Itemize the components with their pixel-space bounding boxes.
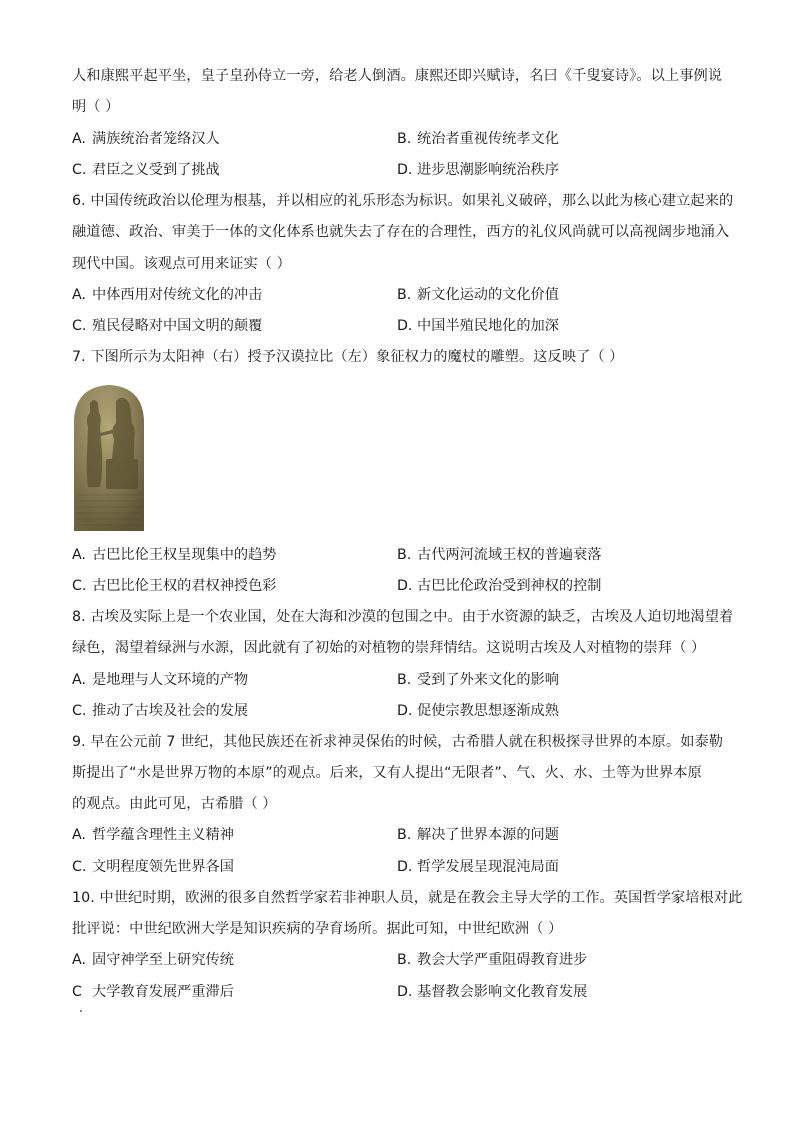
q8-option-c[interactable]: C. 推动了古埃及社会的发展 [72,703,249,719]
q6-option-a[interactable]: A. 中体西用对传统文化的冲击 [72,287,263,303]
intro-line-1: 人和康熙平起平坐，皇子皇孙侍立一旁，给老人倒酒。康熙还即兴赋诗，名曰《千叟宴诗》。以上事例说 [72,68,723,84]
q10-option-b[interactable]: B. 教会大学严重阻碍教育进步 [397,952,588,968]
q5-option-a[interactable]: A. 满族统治者笼络汉人 [72,131,220,147]
q7-option-b[interactable]: B. 古代两河流域王权的普遍衰落 [397,547,602,563]
q7-option-a[interactable]: A. 古巴比伦王权呈现集中的趋势 [72,547,277,563]
q6-option-d[interactable]: D. 中国半殖民地化的加深 [397,318,559,334]
q10-option-d[interactable]: D. 基督教会影响文化教育发展 [397,984,588,1000]
q8-stem-line-1: 8. 古埃及实际上是一个农业国，处在大海和沙漠的包围之中。由于水资源的缺乏，古埃及人迫切地渴望着 [72,609,734,625]
q9-stem-line-2: 斯提出了“水是世界万物的本原”的观点。后来，又有人提出“无限者”、气、火、水、土等为世界本原 [72,765,702,781]
q7-option-d[interactable]: D. 古巴比伦政治受到神权的控制 [397,578,602,594]
q9-option-d[interactable]: D. 哲学发展呈现混沌局面 [397,859,559,875]
q5-option-b[interactable]: B. 统治者重视传统孝文化 [397,131,559,147]
q8-stem-line-2: 绿色，渴望着绿洲与水源，因此就有了初始的对植物的崇拜情结。这说明古埃及人对植物的崇拜（ ） [72,640,706,656]
q6-stem-line-3: 现代中国。该观点可用来证实（ ） [72,256,291,272]
q6-option-b[interactable]: B. 新文化运动的文化价值 [397,287,559,303]
q6-option-c[interactable]: C. 殖民侵略对中国文明的颠覆 [72,318,263,334]
q10-option-a[interactable]: A. 固守神学至上研究传统 [72,952,234,968]
q10-stem-line-1: 10. 中世纪时期，欧洲的很多自然哲学家若非神职人员，就是在教会主导大学的工作。英国哲学家培根对此 [72,890,743,906]
q9-stem-line-1: 9. 早在公元前 7 世纪，其他民族还在祈求神灵保佑的时候，古希腊人就在积极探寻世界的本原。如泰勒 [72,734,724,750]
q9-option-a[interactable]: A. 哲学蕴含理性主义精神 [72,827,234,843]
intro-line-2: 明（ ） [72,99,120,115]
q7-stem-line-1: 7. 下图所示为太阳神（右）授予汉谟拉比（左）象征权力的魔杖的雕塑。这反映了（ ） [72,349,624,365]
q9-option-c[interactable]: C. 文明程度领先世界各国 [72,859,234,875]
q5-option-c[interactable]: C. 君臣之义受到了挑战 [72,162,220,178]
hammurabi-stele-image [72,383,146,531]
q10-option-c[interactable]: C 大学教育发展严重滞后 [72,984,234,1000]
q5-option-d[interactable]: D. 进步思潮影响统治秩序 [397,162,559,178]
q8-option-a[interactable]: A. 是地理与人文环境的产物 [72,672,249,688]
q9-option-b[interactable]: B. 解决了世界本源的问题 [397,827,559,843]
q8-option-b[interactable]: B. 受到了外来文化的影响 [397,672,559,688]
q9-stem-line-3: 的观点。由此可见，古希腊（ ） [72,796,277,812]
stray-dot [80,1010,82,1012]
q7-option-c[interactable]: C. 古巴比伦王权的君权神授色彩 [72,578,277,594]
q8-option-d[interactable]: D. 促使宗教思想逐渐成熟 [397,703,559,719]
q10-stem-line-2: 批评说：中世纪欧洲大学是知识疾病的孕育场所。据此可知，中世纪欧洲（ ） [72,921,563,937]
q6-stem-line-1: 6. 中国传统政治以伦理为根基，并以相应的礼乐形态为标识。如果礼义破碎，那么以此为核心建立起来的 [72,193,734,209]
q6-stem-line-2: 融道德、政治、审美于一体的文化体系也就失去了存在的合理性，西方的礼仪风尚就可以高视阔步地涌入 [72,224,730,240]
